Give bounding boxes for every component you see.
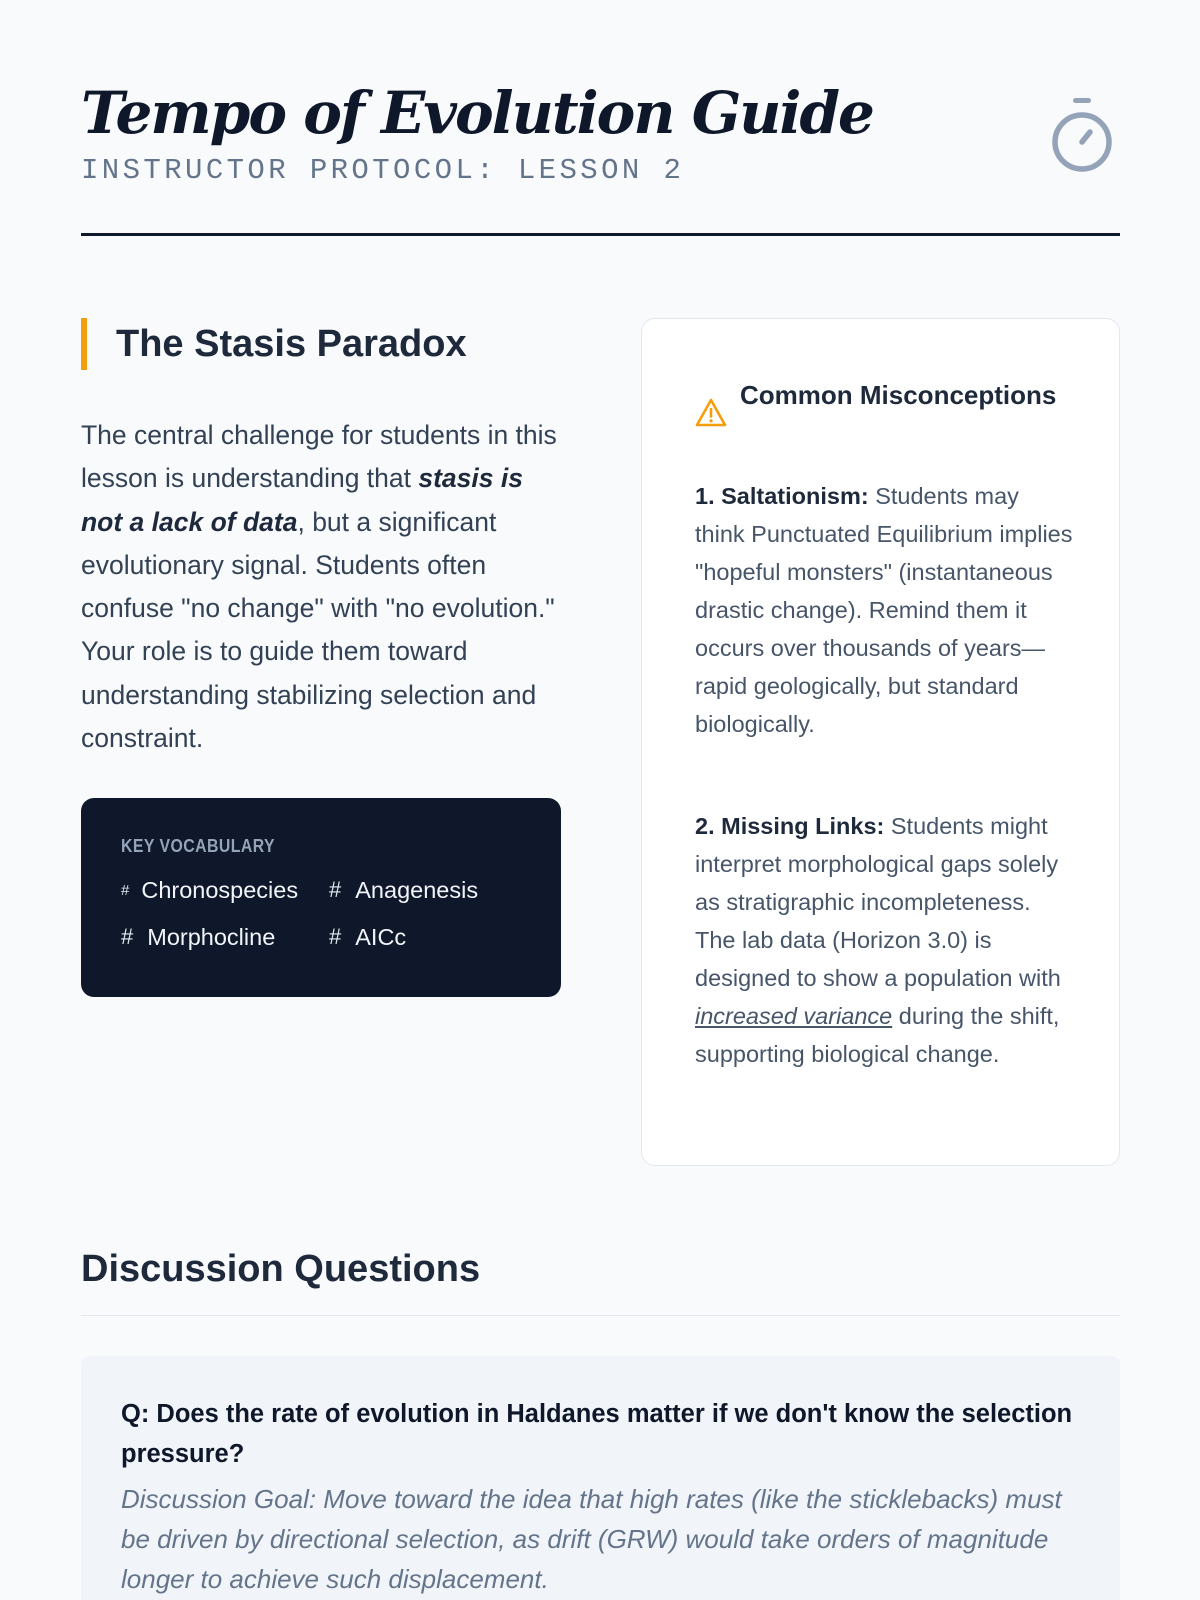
key-vocabulary-box xyxy=(81,798,561,997)
vocabulary-list xyxy=(121,874,521,953)
misconception-item xyxy=(695,477,1073,743)
discussion-question: Q: Does the rate of evolution in Haldanes matter if we don't know the selection pressure? xyxy=(121,1400,1073,1468)
misconception-emphasis: increased variance xyxy=(695,1003,893,1029)
section-title-stasis: The Stasis Paradox xyxy=(81,318,561,370)
misconceptions-title: Common Misconceptions xyxy=(740,380,1057,410)
discussion-goal: Discussion Goal: Move toward the idea that high rates (like the sticklebacks) must be driven by directional selection, as drift (GRW) would take orders of magnitude longer to achieve such displacement. xyxy=(121,1484,1062,1594)
vocabulary-term-label: Morphocline xyxy=(147,923,276,950)
page-header xyxy=(81,78,1120,236)
misconceptions-card xyxy=(641,318,1120,1166)
hash-icon: # xyxy=(329,924,342,949)
discussion-title: Discussion Questions xyxy=(81,1248,1120,1316)
misconception-label: 2. Missing Links: xyxy=(695,813,885,839)
warning-icon xyxy=(695,397,727,429)
hash-icon: # xyxy=(329,877,342,902)
hash-icon: # xyxy=(121,881,130,899)
stopwatch-icon xyxy=(1051,98,1113,174)
vocabulary-term xyxy=(121,921,329,953)
misconception-text: Students may think Punctuated Equilibrium implies "hopeful monsters" (instantaneous drastic change). Remind them it occurs over thousands of years—rapid geologically, but standard biologically. xyxy=(695,483,1073,737)
misconception-label: 1. Saltationism: xyxy=(695,483,869,509)
stasis-emphasis: stasis is not a lack of data xyxy=(81,463,523,537)
vocabulary-label: KEY VOCABULARY xyxy=(121,836,276,856)
misconception-item xyxy=(695,807,1073,1073)
misconception-text: Students might interpret morphological gaps solely as stratigraphic incompleteness. The lab data (Horizon 3.0) is designed to show a population with xyxy=(695,813,1061,991)
page-title: Tempo of Evolution Guide xyxy=(81,79,873,147)
stasis-text-2: , but a significant evolutionary signal. Students often confuse "no change" with "no evolution." Your role is to guide them toward understanding stabilizing selection and constraint. xyxy=(81,506,555,754)
misconceptions-header xyxy=(695,375,1075,455)
vocabulary-term xyxy=(329,874,529,906)
stasis-paragraph xyxy=(81,414,561,760)
stasis-text-1: The central challenge for students in this lesson is understanding that xyxy=(81,420,557,494)
misconception-text: during the shift, supporting biological change. xyxy=(695,1003,1060,1067)
vocabulary-term xyxy=(329,921,529,953)
vocabulary-term xyxy=(121,874,329,906)
discussion-question-box xyxy=(81,1356,1120,1600)
page-subtitle: INSTRUCTOR PROTOCOL: LESSON 2 xyxy=(81,154,685,187)
vocabulary-term-label: AICc xyxy=(355,923,407,950)
hash-icon: # xyxy=(121,924,134,949)
stasis-section xyxy=(81,318,561,950)
page xyxy=(81,0,1120,1600)
vocabulary-term-label: Chronospecies xyxy=(141,876,299,903)
vocabulary-term-label: Anagenesis xyxy=(355,876,479,903)
